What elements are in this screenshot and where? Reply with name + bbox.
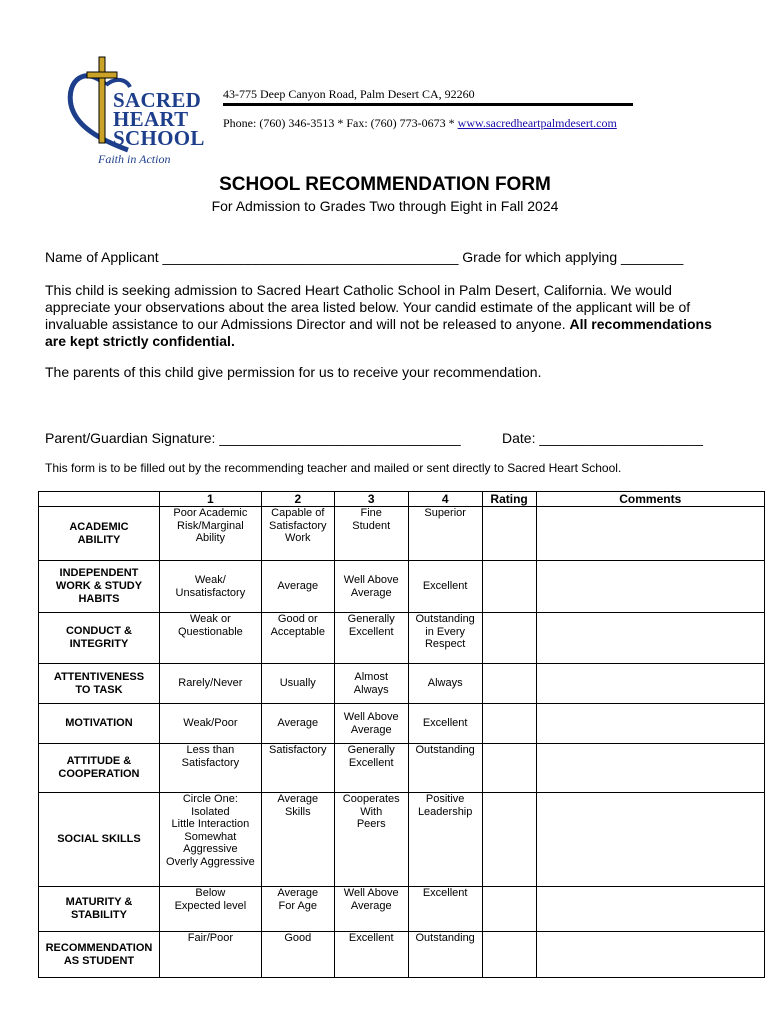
level-3-descriptor: Well Above Average: [334, 887, 408, 932]
logo-tagline: Faith in Action: [98, 152, 171, 166]
logo-text-line3: SCHOOL: [113, 126, 205, 150]
level-1-descriptor: Rarely/Never: [159, 664, 261, 704]
level-3-descriptor: Almost Always: [334, 664, 408, 704]
rating-header-row: [39, 492, 765, 507]
header-comments: Comments: [536, 492, 764, 507]
school-website-link[interactable]: www.sacredheartpalmdesert.com: [457, 116, 617, 130]
header-rating: Rating: [482, 492, 536, 507]
rating-input-cell[interactable]: [482, 613, 536, 664]
level-3-descriptor: Generally Excellent: [334, 613, 408, 664]
level-4-descriptor: Excellent: [408, 561, 482, 613]
rating-input-cell[interactable]: [482, 793, 536, 887]
level-2-descriptor: Good or Acceptable: [261, 613, 334, 664]
category-label: ACADEMIC ABILITY: [39, 507, 160, 561]
category-label: INDEPENDENT WORK & STUDY HABITS: [39, 561, 160, 613]
level-2-descriptor: Satisfactory: [261, 744, 334, 793]
level-2-descriptor: Average: [261, 704, 334, 744]
level-2-descriptor: Good: [261, 932, 334, 978]
intro-paragraph: [45, 282, 725, 350]
header-divider: [223, 103, 633, 106]
header-category: [39, 492, 160, 507]
school-logo: [66, 55, 206, 167]
phone-fax-text: Phone: (760) 346-3513 * Fax: (760) 773-0673 *: [223, 116, 458, 130]
level-2-descriptor: Capable of Satisfactory Work: [261, 507, 334, 561]
level-2-descriptor: Average: [261, 561, 334, 613]
level-2-descriptor: Average For Age: [261, 887, 334, 932]
rating-input-cell[interactable]: [482, 932, 536, 978]
level-3-descriptor: Generally Excellent: [334, 744, 408, 793]
level-3-descriptor: Well Above Average: [334, 704, 408, 744]
rating-row-independent-work-study-habits: [39, 561, 765, 613]
rating-row-maturity-stability: [39, 887, 765, 932]
level-4-descriptor: Excellent: [408, 704, 482, 744]
applicant-name-line[interactable]: Name of Applicant ______________________________________ Grade for which applying ________: [45, 249, 684, 265]
level-4-descriptor: Superior: [408, 507, 482, 561]
logo-text-line2: HEART: [113, 107, 189, 131]
rating-row-attitude-cooperation: [39, 744, 765, 793]
comments-input-cell[interactable]: [536, 887, 764, 932]
comments-input-cell[interactable]: [536, 561, 764, 613]
school-phone-fax: [223, 116, 617, 131]
category-label: RECOMMENDATION AS STUDENT: [39, 932, 160, 978]
level-3-descriptor: Fine Student: [334, 507, 408, 561]
rating-row-motivation: [39, 704, 765, 744]
rating-input-cell[interactable]: [482, 561, 536, 613]
instructions-text: This form is to be filled out by the recommending teacher and mailed or sent directly to Sacred Heart School.: [45, 461, 622, 475]
level-3-descriptor: Cooperates With Peers: [334, 793, 408, 887]
level-1-descriptor: Weak/Poor: [159, 704, 261, 744]
school-address: 43-775 Deep Canyon Road, Palm Desert CA, 92260: [223, 87, 475, 101]
level-1-descriptor: Poor Academic Risk/Marginal Ability: [159, 507, 261, 561]
rating-row-academic-ability: [39, 507, 765, 561]
rating-row-social-skills: [39, 793, 765, 887]
logo-text-line1: SACRED: [113, 88, 202, 112]
level-2-descriptor: Average Skills: [261, 793, 334, 887]
category-label: CONDUCT & INTEGRITY: [39, 613, 160, 664]
level-1-descriptor: Weak or Questionable: [159, 613, 261, 664]
rating-input-cell[interactable]: [482, 744, 536, 793]
level-3-descriptor: Well Above Average: [334, 561, 408, 613]
date-line[interactable]: Date: _____________________: [502, 430, 703, 446]
rating-table: [38, 491, 765, 978]
rating-row-attentiveness-to-task: [39, 664, 765, 704]
form-subtitle: For Admission to Grades Two through Eight in Fall 2024: [211, 198, 559, 214]
comments-input-cell[interactable]: [536, 793, 764, 887]
confidential-notice: All recommendations are kept strictly confidential.: [45, 316, 712, 349]
level-4-descriptor: Always: [408, 664, 482, 704]
rating-input-cell[interactable]: [482, 664, 536, 704]
intro-text: This child is seeking admission to Sacred Heart Catholic School in Palm Desert, California. We would appreciate your observations about the area listed below. Your candid estimate of the applicant will be of invaluable assistance to our Admissions Director and will not be released to anyone.: [45, 282, 691, 332]
level-1-descriptor: Less than Satisfactory: [159, 744, 261, 793]
level-4-descriptor: Excellent: [408, 887, 482, 932]
rating-row-conduct-integrity: [39, 613, 765, 664]
comments-input-cell[interactable]: [536, 664, 764, 704]
level-3-descriptor: Excellent: [334, 932, 408, 978]
header-level-1: 1: [159, 492, 261, 507]
rating-row-recommendation-as-student: [39, 932, 765, 978]
header-level-3: 3: [334, 492, 408, 507]
parent-signature-line[interactable]: Parent/Guardian Signature: _______________________________: [45, 430, 461, 446]
level-4-descriptor: Outstanding: [408, 932, 482, 978]
level-1-descriptor: Circle One: Isolated Little Interaction Somewhat Aggressive Overly Aggressive: [159, 793, 261, 887]
form-title: SCHOOL RECOMMENDATION FORM: [219, 174, 551, 195]
level-1-descriptor: Weak/ Unsatisfactory: [159, 561, 261, 613]
comments-input-cell[interactable]: [536, 704, 764, 744]
category-label: SOCIAL SKILLS: [39, 793, 160, 887]
level-4-descriptor: Positive Leadership: [408, 793, 482, 887]
rating-input-cell[interactable]: [482, 507, 536, 561]
category-label: ATTENTIVENESS TO TASK: [39, 664, 160, 704]
rating-input-cell[interactable]: [482, 704, 536, 744]
rating-input-cell[interactable]: [482, 887, 536, 932]
category-label: ATTITUDE & COOPERATION: [39, 744, 160, 793]
level-4-descriptor: Outstanding in Every Respect: [408, 613, 482, 664]
header-level-2: 2: [261, 492, 334, 507]
category-label: MATURITY & STABILITY: [39, 887, 160, 932]
level-4-descriptor: Outstanding: [408, 744, 482, 793]
level-2-descriptor: Usually: [261, 664, 334, 704]
category-label: MOTIVATION: [39, 704, 160, 744]
level-1-descriptor: Below Expected level: [159, 887, 261, 932]
comments-input-cell[interactable]: [536, 507, 764, 561]
level-1-descriptor: Fair/Poor: [159, 932, 261, 978]
permission-text: The parents of this child give permission for us to receive your recommendation.: [45, 364, 542, 380]
comments-input-cell[interactable]: [536, 932, 764, 978]
header-level-4: 4: [408, 492, 482, 507]
comments-input-cell[interactable]: [536, 744, 764, 793]
comments-input-cell[interactable]: [536, 613, 764, 664]
